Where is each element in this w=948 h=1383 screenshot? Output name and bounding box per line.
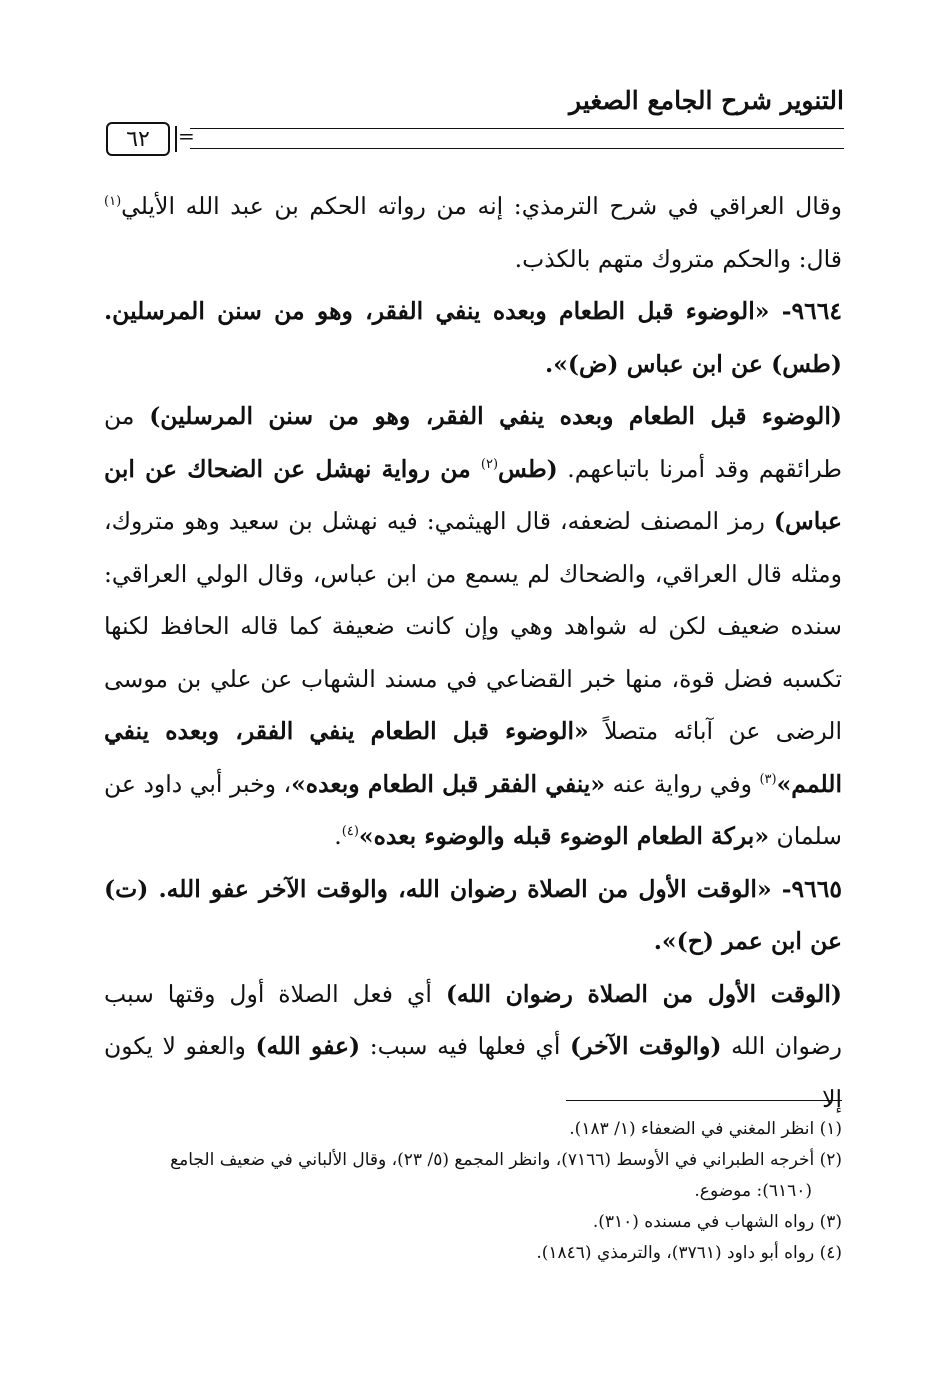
bold-run: (الوضوء قبل الطعام وبعده ينفي الفقر، وهو من سنن المرسلين) xyxy=(149,402,842,430)
footnote-4: (٤) رواه أبو داود (٣٧٦١)، والترمذي (١٨٤٦). xyxy=(536,1243,842,1263)
bold-run: (عفو الله) xyxy=(255,1032,361,1060)
footnote-ref-2: (٢) xyxy=(480,456,499,472)
bold-run: «ينفي الفقر قبل الطعام وبعده» xyxy=(291,769,606,798)
text-run: رمز المصنف لضعفه، قال الهيثمي: فيه نهشل بن سعيد وهو متروك، ومثله قال العراقي، والضحاك لم يسمع من ابن عباس، وقال الولي العراقي: سنده ضعيف لكن له شواهد وهي وإن كانت ضعيفة كما قاله الحافظ لكنها تكسبه فضل قوة، منها خبر القضاعي في مسند الشهاب عن علي بن موسى الرضى عن آبائه متصلاً xyxy=(104,507,842,745)
footnote-ref-1: (١) xyxy=(104,194,122,210)
hadith-9664 xyxy=(104,285,842,390)
text-run: وفي رواية عنه xyxy=(605,769,760,798)
text-run: أي فعلها فيه سبب: xyxy=(360,1032,571,1060)
commentary-9665 xyxy=(104,968,842,1126)
paragraph-1 xyxy=(104,180,842,285)
hadith-text: ٩٦٦٤- «الوضوء قبل الطعام وبعده ينفي الفقر، وهو من سنن المرسلين. (طس) عن ابن عباس (ض)». xyxy=(104,297,842,378)
footnote-separator xyxy=(566,1100,842,1101)
text-run: وقال العراقي في شرح الترمذي: إنه من رواته الحكم بن عبد الله الأيلي xyxy=(121,192,842,220)
page-number: ٦٢ xyxy=(126,126,150,152)
bold-run: من رواية نهشل عن الضحاك عن ابن عباس) xyxy=(104,454,842,535)
header-rule-top xyxy=(190,128,844,129)
bold-run: «بركة الطعام الوضوء قبله والوضوء بعده» xyxy=(358,822,770,850)
rule-end-ornament: = xyxy=(178,124,195,148)
text-run: أي فعل الصلاة أول وقتها سبب رضوان الله xyxy=(104,979,842,1060)
footnote-2: (٢) أخرجه الطبراني في الأوسط (٧١٦٦)، وانظر المجمع (٥/ ٢٣)، وقال الألباني في ضعيف الجامع xyxy=(170,1150,842,1170)
bold-run: (طس xyxy=(498,454,558,483)
page-number-frame xyxy=(106,122,170,156)
footnote-3: (٣) رواه الشهاب في مسنده (٣١٠). xyxy=(592,1212,842,1232)
footnote-ref-4: (٤) xyxy=(341,824,359,840)
footnote-1: (١) انظر المغني في الضعفاء (١/ ١٨٣). xyxy=(569,1119,842,1139)
bold-run: (والوقت الآخر) xyxy=(570,1032,722,1060)
header-rule-bottom xyxy=(190,148,844,149)
main-text xyxy=(104,180,842,1125)
footnote-ref-3: (٣) xyxy=(759,771,777,787)
footnotes xyxy=(104,1114,842,1269)
bold-run: (الوقت الأول من الصلاة رضوان الله) xyxy=(445,979,842,1008)
bold-run: «الوضوء قبل الطعام ينفي الفقر، وبعده ينفي اللمم» xyxy=(104,717,842,798)
hadith-9665 xyxy=(104,863,842,968)
running-title: التنوير شرح الجامع الصغير xyxy=(569,86,844,115)
text-run: . xyxy=(334,822,342,850)
text-run: ، وخبر أبي داود عن سلمان xyxy=(104,769,842,850)
commentary-9664 xyxy=(104,390,842,863)
hadith-text: ٩٦٦٥- «الوقت الأول من الصلاة رضوان الله، والوقت الآخر عفو الله. (ت) عن ابن عمر (ح)». xyxy=(104,874,842,955)
text-run: قال: والحكم متروك متهم بالكذب. xyxy=(514,244,842,273)
text-run: والعفو لا يكون إلا xyxy=(104,1032,842,1113)
footnote-2-continuation: (٦١٦٠): موضوع. xyxy=(694,1181,812,1201)
text-run: من طرائقهم وقد أمرنا باتباعهم. xyxy=(104,402,842,483)
